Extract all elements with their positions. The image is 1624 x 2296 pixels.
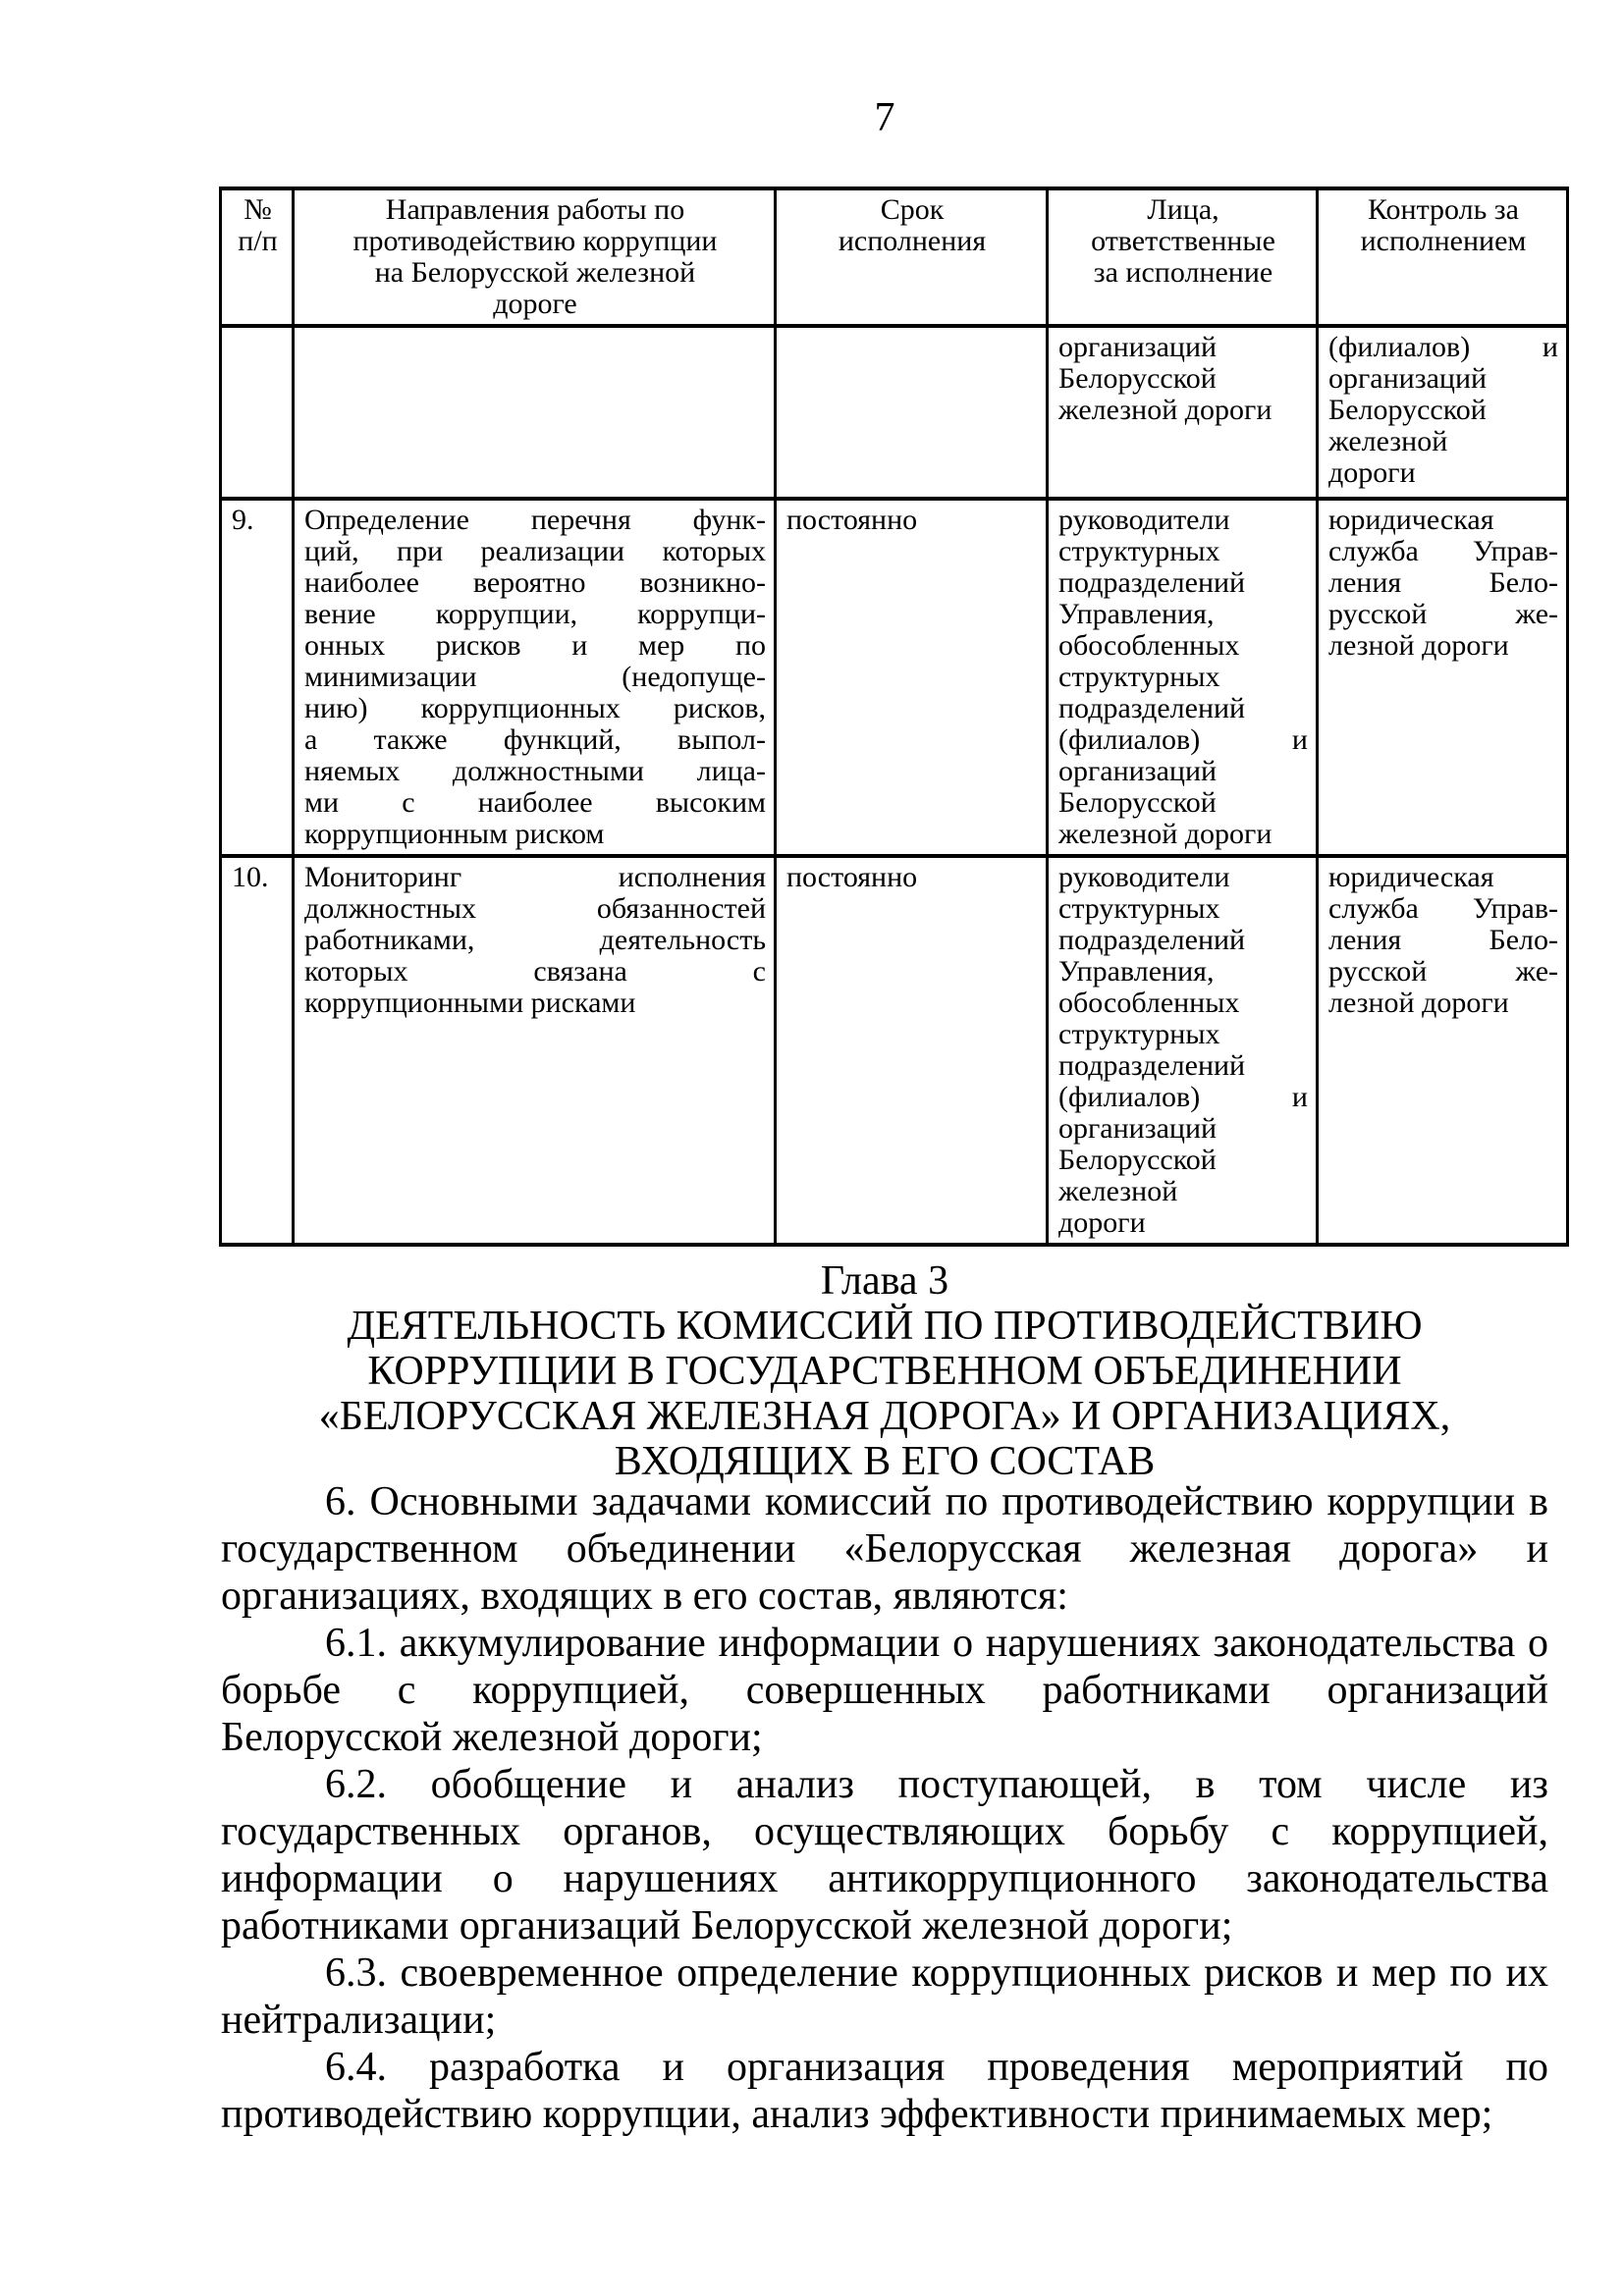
cell-directions (294, 326, 776, 499)
table-wrapper (219, 187, 1566, 1247)
page-number: 7 (874, 95, 895, 140)
col-header-directions: Направления работы по противодействию коррупции на Белорусской железной дороге (294, 188, 776, 326)
paragraph-6-2: 6.2. обобщение и анализ поступающей, в том числе из государственных органов, осуществляющих борьбу с коррупцией, информации о нарушениях антикоррупционного законодательства работниками организаций Белорусской железной дороги; (221, 1762, 1548, 1949)
corruption-plan-table (219, 187, 1569, 1247)
paragraph-6-3: 6.3. своевременное определение коррупционных рисков и мер по их нейтрализации; (221, 1950, 1548, 2043)
cell-responsible: руководители структурных подразделений Управления, обособленных структурных подразделений (филиалов) и организаций Белорусской железной дороги (1048, 856, 1318, 1245)
cell-num: 10. (221, 856, 294, 1245)
paragraph-6-1: 6.1. аккумулирование информации о нарушениях законодательства о борьбе с коррупцией, совершенных работниками организаций Белорусской железной дороги; (221, 1621, 1548, 1760)
cell-term (776, 326, 1048, 499)
col-header-control: Контроль за исполнением (1318, 188, 1568, 326)
cell-directions: Мониторинг исполнения должностных обязанностей работниками, деятельность которых связана с коррупционными рисками (294, 856, 776, 1245)
table-header-row (221, 188, 1568, 326)
cell-term: постоянно (776, 499, 1048, 856)
cell-directions: Определение перечня функ- ций, при реализации которых наиболее вероятно возникно- вение коррупции, коррупци- онных рисков и мер по минимизации (недопуще- нию) коррупционных рисков, а также функций, выпол- няемых должностными лица- ми с наиболее высоким коррупционным риском (294, 499, 776, 856)
cell-num (221, 326, 294, 499)
cell-num: 9. (221, 499, 294, 856)
paragraph-6-4: 6.4. разработка и организация проведения мероприятий по противодействию коррупции, анализ эффективности принимаемых мер; (221, 2045, 1548, 2137)
chapter-title: ДЕЯТЕЛЬНОСТЬ КОМИССИЙ ПО ПРОТИВОДЕЙСТВИЮ КОРРУПЦИИ В ГОСУДАРСТВЕННОМ ОБЪЕДИНЕНИИ «БЕЛОРУССКАЯ ЖЕЛЕЗНАЯ ДОРОГА» И ОРГАНИЗАЦИЯХ, ВХОДЯЩИХ В ЕГО СОСТАВ (318, 1304, 1451, 1484)
col-header-num: № п/п (221, 188, 294, 326)
table-row-spillover (221, 326, 1568, 499)
paragraph-6: 6. Основными задачами комиссий по противодействию коррупции в государственном объединении «Белорусская железная дорога» и организациях, входящих в его состав, являются: (221, 1479, 1548, 1619)
cell-control: юридическая служба Управ- ления Бело- русской же- лезной дороги (1318, 856, 1568, 1245)
cell-control: юридическая служба Управ- ления Бело- русской же- лезной дороги (1318, 499, 1568, 856)
cell-term: постоянно (776, 856, 1048, 1245)
cell-responsible: руководители структурных подразделений Управления, обособленных структурных подразделений (филиалов) и организаций Белорусской железной дороги (1048, 499, 1318, 856)
table-row-9 (221, 499, 1568, 856)
body-text (221, 1478, 1548, 2138)
chapter-heading (221, 1258, 1548, 1484)
chapter-label: Глава 3 (820, 1258, 949, 1304)
table-row-10 (221, 856, 1568, 1245)
cell-control: (филиалов) и организаций Белорусской железной дороги (1318, 326, 1568, 499)
cell-responsible: организаций Белорусской железной дороги (1048, 326, 1318, 499)
col-header-responsible: Лица, ответственные за исполнение (1048, 188, 1318, 326)
col-header-term: Срок исполнения (776, 188, 1048, 326)
